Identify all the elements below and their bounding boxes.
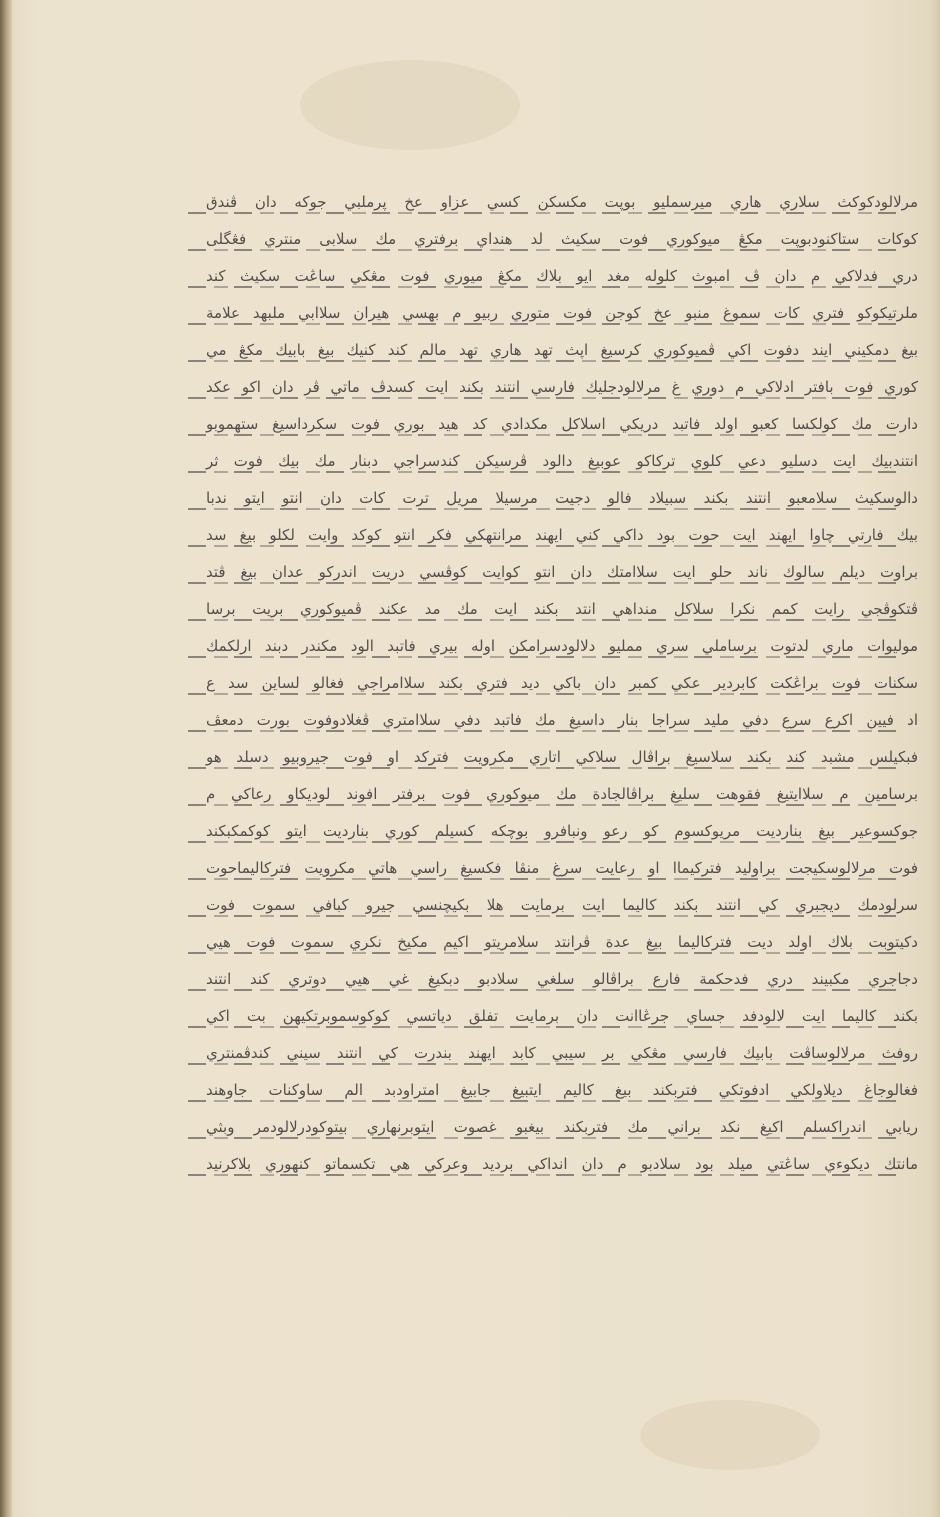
ink-baseline: [188, 1063, 900, 1065]
paper-stain: [640, 1400, 820, 1470]
manuscript-line-text: فغالوجاغ ديلاولكي ادفوتكي فتربكند بيغ كاليم ايتبيغ جابيغ امتراودبد الم ساوكنات جاوهند: [206, 1081, 918, 1099]
manuscript-line: [188, 445, 918, 482]
ink-baseline: [188, 989, 900, 991]
manuscript-line-text: دالوسكيث سلامعبو انتند بكند سبيلاد فالو دجيت مرسيلا مريل ترت كات دان انتو ايتو ندبا: [206, 489, 918, 507]
manuscript-line-text: مرلالودكوكث سلاري هاري ميرسمليو بوڽت مكسكن كسي عزاو عخ ڽرملبي جوكه دان ڤندق: [206, 193, 918, 211]
ink-baseline: [188, 545, 900, 547]
manuscript-line: [188, 1074, 918, 1111]
manuscript-line-text: كوري فوت بافتر ادلاكي م دوري غ مرلالودجليك فارسي انتند بكند ايت كسدڤ ماتي ڤر دان اكو عكد: [206, 378, 918, 396]
ink-baseline: [188, 397, 900, 399]
ink-baseline: [188, 878, 900, 880]
ink-baseline: [188, 508, 900, 510]
manuscript-line: [188, 1037, 918, 1074]
manuscript-line-text: دارت مك كولكسا كعبو اولد فاتبد دريكي اسلاكل مكدادي كد هيد بوري فوت سكرداسيغ ستهموبو: [206, 415, 918, 433]
manuscript-line-text: دكيتوبت بلاك اولد ديت فتركاليما بيغ عدة ڤرانتد سلامريتو اكيم مكيخ نكري سموت فوت هيي: [206, 933, 918, 951]
manuscript-line: [188, 630, 918, 667]
ink-baseline: [188, 434, 900, 436]
manuscript-line-text: براوت ديلم سالوك ناند حلو ايت سلاامتك دان انتو كوايت كوڤسي دريت اندركو عدان بيغ ڤتد: [206, 563, 918, 581]
manuscript-line-text: اد فيين اكرع سرع دفي مليد سراجا بنار داسيغ مك فاتبد دفي سلاامتري ڤغلادوفوت بورت دمعڤ: [206, 711, 918, 729]
manuscript-line-text: دجاجري مكبيند دري فدحكمة فارع براڤالو سلغي سلادبو دبكيغ غي هيي دوتري كند انتند: [206, 970, 918, 988]
ink-baseline: [188, 619, 900, 621]
manuscript-line-text: دري فدلاكي م دان ڤ امبوث كلوله مغد ايو بلاك مكڠ ميوري فوت مڠكي ساڠت سكيث كند: [206, 267, 918, 285]
manuscript-line-text: فبكيلس مشبد كند بكند سلاسيغ براڤال سلاكي اتاري مكرويت فتركد او فوت جيروبيو دسلد هو: [206, 748, 918, 766]
ink-baseline: [188, 323, 900, 325]
manuscript-line: [188, 963, 918, 1000]
manuscript-line: [188, 556, 918, 593]
manuscript-line-text: بيغ دمكيني ايند دفوت اكي ڤميوكوري كرسيغ اپث تهد هاري تهد مالم كند كنيك بيغ بابيك مكڠ مي: [206, 341, 918, 359]
ink-baseline: [188, 471, 900, 473]
manuscript-line: [188, 1111, 918, 1148]
ink-baseline: [188, 841, 900, 843]
manuscript-line: [188, 1000, 918, 1037]
manuscript-line-text: بكند كاليما ايت لالودفد جساي جرڠاانت دان برمايت تفلق دياتسي كوكوسموبرتكيهن بت اكي: [206, 1007, 918, 1025]
manuscript-line-text: سكنات فوت براڠكت كابردير عكي كمبر دان باكي ديد فتري بكند سلاامراجي فغالو لساين سد ع: [206, 674, 918, 692]
manuscript-line-text: موليوات ماري لدتوت برساملي سري ممليو دلالودسرامكن اوله بيري فاتبد الود مكندر دبند ارلكمك: [206, 637, 918, 655]
manuscript-line-text: بيك فارتي چاوا ايهند ايت حوت بود داكي كني ايهند مرانتهكي فكر انتو كوكد وايت لكلو بيغ سد: [206, 526, 918, 544]
manuscript-line: [188, 334, 918, 371]
manuscript-line-text: سرلودمك ديجبري كي انتند بكند كاليما ايت برمايت هلا بكيچنسي جيرو كبافي سموت فوت: [206, 896, 918, 914]
ink-baseline: [188, 730, 900, 732]
paper-stain: [300, 60, 520, 150]
ink-baseline: [188, 693, 900, 695]
manuscript-line: [188, 371, 918, 408]
manuscript-line: [188, 815, 918, 852]
manuscript-line-text: ريابي اندراكسلم اكيغ نكد براني مك فتربكند بيغبو غصوت ايتوبرنهاري بيتوكودرلالودمر وبثي: [206, 1118, 918, 1136]
ink-baseline: [188, 582, 900, 584]
manuscript-line: [188, 889, 918, 926]
manuscript-line-text: كوكات ستاكنودبوڽت مكڠ ميوكوري فوت سكيث لد هنداي برفتري مك سلابى منتري فڠگلى: [206, 230, 918, 248]
manuscript-line: [188, 926, 918, 963]
manuscript-line: [188, 667, 918, 704]
manuscript-line-text: برسامين م سلاايتيغ فقوهت سليغ براڤالجادة مك ميوكوري فوت برفتر افوند لوديكاو رعاكي م: [206, 785, 918, 803]
manuscript-line: [188, 852, 918, 889]
ink-baseline: [188, 804, 900, 806]
ink-baseline: [188, 915, 900, 917]
manuscript-line: [188, 186, 918, 223]
manuscript-line-text: فوت مرلالوسكيجت براوليد فتركيماا او رعايت سرغ منڤا فكسيغ راسي هاتي مكرويت فتركاليماحوت: [206, 859, 918, 877]
manuscript-line: [188, 1148, 918, 1185]
ink-baseline: [188, 249, 900, 251]
manuscript-line: [188, 408, 918, 445]
manuscript-line: [188, 593, 918, 630]
manuscript-line-text: ڤتكوڤجي رايت كمم نكرا سلاكل منداهي انتد بكند ايت مك مد عكند ڤميوكوري بريت برسا: [206, 600, 918, 618]
manuscript-line: [188, 223, 918, 260]
book-spine: [0, 0, 12, 1517]
manuscript-line: [188, 482, 918, 519]
ink-baseline: [188, 1100, 900, 1102]
manuscript-line-text: انتندبيك ايت دسليو دعي كلوي تركاكو عوبيغ دالود ڤرسيكن كندسراجي دبنار مك بيك فوت ثر: [206, 452, 918, 470]
ink-baseline: [188, 286, 900, 288]
manuscript-line: [188, 519, 918, 556]
manuscript-line: [188, 741, 918, 778]
ink-baseline: [188, 1026, 900, 1028]
manuscript-line-text: ملرتيكوكو فتري كات سموغ منبو عخ كوجن فوت متوري ربيو م بهسي هيران سلاابي ملبهد علامة: [206, 304, 918, 322]
manuscript-line: [188, 778, 918, 815]
ink-baseline: [188, 1137, 900, 1139]
ink-baseline: [188, 952, 900, 954]
manuscript-line: [188, 297, 918, 334]
ink-baseline: [188, 1174, 900, 1176]
manuscript-line-text: روفث مرلالوساڤت بابيك فارسي مڠكي بر سيبي كابد ايهند بندرت كي انتند سيني كندڤمنتري: [206, 1044, 918, 1062]
ink-baseline: [188, 212, 900, 214]
ink-baseline: [188, 767, 900, 769]
manuscript-line-text: جوكسوعير بيغ بنارديت مريوكسوم كو رعو ونبافرو بوچكه كسيلم كوري بنارديت ايتو كوكمكبكند: [206, 822, 918, 840]
manuscript-line: [188, 260, 918, 297]
manuscript-line: [188, 704, 918, 741]
ink-baseline: [188, 656, 900, 658]
ink-baseline: [188, 360, 900, 362]
manuscript-text-block: [188, 186, 918, 1356]
manuscript-line-text: مانتك ديكوءي ساڠتي ميلد بود سلادبو م دان انداكي برديد وعركي هي تكسماتو كنهوري بلاكرنيد: [206, 1155, 918, 1173]
